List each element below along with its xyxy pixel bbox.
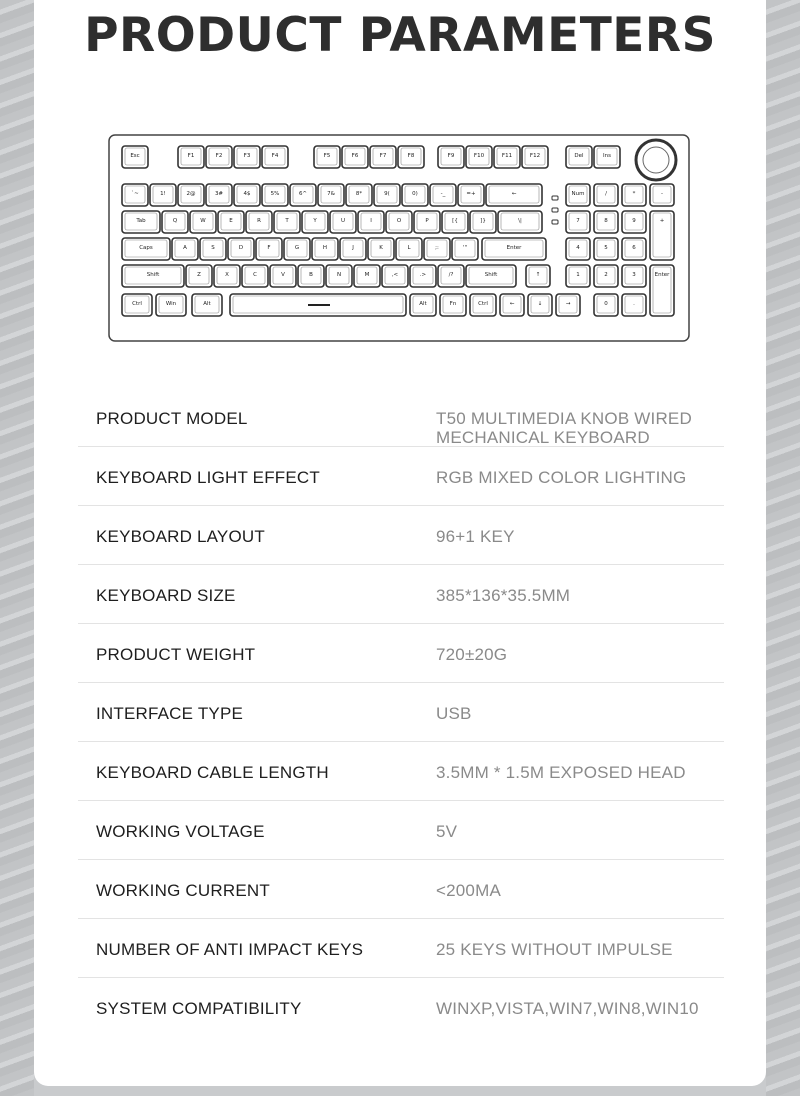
keyboard-key [270, 265, 296, 287]
parameter-label: NUMBER OF ANTI IMPACT KEYS [96, 940, 364, 959]
keyboard-key [430, 184, 456, 206]
keyboard-key [122, 238, 170, 260]
key-legend: Ctrl [132, 301, 142, 307]
keyboard-key [214, 265, 240, 287]
key-legend: Tab [136, 218, 146, 224]
parameter-row [78, 683, 724, 742]
keyboard-key [274, 211, 300, 233]
keyboard-key [470, 294, 496, 316]
parameter-value: 96+1 KEY [436, 527, 515, 546]
background-marble-left [0, 0, 34, 1096]
key-legend: ↑ [535, 272, 541, 278]
key-legend: Shift [146, 272, 160, 278]
key-legend: ← [511, 191, 517, 197]
keyboard-key [438, 146, 464, 168]
key-legend: . [633, 301, 635, 307]
keyboard-key [594, 294, 618, 316]
parameter-value: USB [436, 704, 472, 723]
key-legend: F1 [187, 153, 195, 159]
parameter-value: WINXP,VISTA,WIN7,WIN8,WIN10 [436, 999, 699, 1018]
parameter-value: 3.5MM * 1.5M EXPOSED HEAD [436, 763, 686, 782]
keyboard-key [178, 184, 204, 206]
parameter-row [78, 447, 724, 506]
keyboard-key [122, 184, 148, 206]
key-legend: G [294, 245, 300, 251]
key-legend: Esc [130, 153, 140, 159]
keyboard-key [206, 146, 232, 168]
key-legend: J [352, 245, 354, 251]
parameter-label: KEYBOARD SIZE [96, 586, 236, 605]
keyboard-key [594, 184, 618, 206]
key-legend: Z [197, 272, 201, 278]
key-legend: 9 [632, 218, 636, 224]
keyboard-key [326, 265, 352, 287]
keyboard-key [650, 211, 674, 260]
keyboard-key [246, 211, 272, 233]
keyboard-key [200, 238, 226, 260]
keyboard-key [242, 265, 268, 287]
parameter-row [78, 742, 724, 801]
parameter-value: RGB MIXED COLOR LIGHTING [436, 468, 687, 487]
key-legend: W [200, 218, 206, 224]
parameter-label: WORKING VOLTAGE [96, 822, 265, 841]
keyboard-key [466, 146, 492, 168]
key-legend: V [281, 272, 285, 278]
keyboard-key [318, 184, 344, 206]
keyboard-key [650, 184, 674, 206]
keyboard-key [284, 238, 310, 260]
parameters-table [78, 388, 724, 1036]
parameter-label: KEYBOARD LAYOUT [96, 527, 265, 546]
key-legend: 3 [632, 272, 636, 278]
key-legend: O [396, 218, 402, 224]
keyboard-key [498, 211, 542, 233]
keyboard-key [358, 211, 384, 233]
key-legend: Caps [139, 245, 153, 251]
parameter-row [78, 860, 724, 919]
keyboard-key [622, 184, 646, 206]
keyboard-key [386, 211, 412, 233]
parameter-label: INTERFACE TYPE [96, 704, 244, 723]
key-legend: - [661, 191, 663, 197]
background-marble-right [766, 0, 800, 1096]
keyboard-key [190, 211, 216, 233]
parameter-value: 5V [436, 822, 458, 841]
parameter-value: 720±20G [436, 645, 508, 664]
key-legend: 3# [214, 191, 224, 197]
keyboard-key [522, 146, 548, 168]
keyboard-key [622, 211, 646, 233]
keyboard-key [172, 238, 198, 260]
parameter-row [78, 801, 724, 860]
key-legend: N [336, 272, 342, 278]
parameter-label: WORKING CURRENT [96, 881, 270, 900]
key-legend: Q [172, 218, 178, 224]
keyboard-key [566, 238, 590, 260]
key-legend: /? [448, 272, 454, 278]
key-legend: * [632, 191, 636, 197]
key-legend: 9( [384, 191, 390, 197]
keyboard-key [482, 238, 546, 260]
key-legend: / [605, 191, 607, 197]
key-legend: 2@ [186, 191, 196, 197]
keyboard-key [414, 211, 440, 233]
key-legend: C [253, 272, 257, 278]
key-legend: D [238, 245, 244, 251]
key-legend: 4 [576, 245, 580, 251]
key-legend: X [225, 272, 229, 278]
key-legend: Enter [506, 245, 522, 251]
key-legend: ← [509, 301, 515, 307]
key-legend: ;: [435, 245, 439, 251]
key-legend: Del [574, 153, 584, 159]
keyboard-key [192, 294, 222, 316]
keyboard-key [494, 146, 520, 168]
parameter-value: T50 MULTIMEDIA KNOB WIRED MECHANICAL KEYBOARD [436, 409, 692, 447]
key-legend: ]} [480, 218, 486, 224]
key-legend: F4 [271, 153, 279, 159]
keyboard-key [594, 265, 618, 287]
keyboard-key [594, 238, 618, 260]
keyboard-key [528, 294, 552, 316]
key-legend: M [364, 272, 370, 278]
keyboard-key [424, 238, 450, 260]
keyboard-key [594, 146, 620, 168]
parameter-row [78, 624, 724, 683]
key-legend: F3 [243, 153, 251, 159]
keyboard-drawing [108, 134, 690, 342]
keyboard-key [458, 184, 484, 206]
keyboard-key [346, 184, 372, 206]
key-legend: F12 [529, 153, 541, 159]
keyboard-key [442, 211, 468, 233]
parameter-value: 385*136*35.5MM [436, 586, 571, 605]
keyboard-key [650, 265, 674, 316]
keyboard-key [298, 265, 324, 287]
key-legend: F7 [379, 153, 387, 159]
parameter-row [78, 978, 724, 1036]
key-legend: U [340, 218, 346, 224]
key-legend: 7 [576, 218, 580, 224]
keyboard-key [314, 146, 340, 168]
keyboard-key [234, 184, 260, 206]
key-legend: [{ [452, 218, 458, 224]
key-legend: F5 [323, 153, 331, 159]
key-legend: 5% [270, 191, 280, 197]
volume-knob-inner [643, 147, 669, 173]
key-legend: Win [165, 301, 177, 307]
key-legend: 8 [604, 218, 608, 224]
key-legend: 6 [632, 245, 636, 251]
keyboard-key [122, 265, 184, 287]
parameter-row [78, 919, 724, 978]
key-legend: Y [313, 218, 317, 224]
keyboard-key [622, 265, 646, 287]
key-legend: 0) [412, 191, 418, 197]
keyboard-key [342, 146, 368, 168]
parameter-value: <200MA [436, 881, 501, 900]
key-legend: Enter [654, 272, 670, 278]
key-legend: B [309, 272, 313, 278]
key-legend: .> [419, 272, 427, 278]
keyboard-key [370, 146, 396, 168]
keyboard-key [566, 265, 590, 287]
key-legend: Ins [603, 153, 611, 159]
key-legend: H [322, 245, 328, 251]
keyboard-key [470, 211, 496, 233]
key-legend: \| [518, 218, 522, 224]
keyboard-key [186, 265, 212, 287]
key-legend: -_ [440, 191, 446, 197]
keyboard-key [312, 238, 338, 260]
key-legend: F11 [501, 153, 513, 159]
key-legend: F6 [351, 153, 359, 159]
key-legend: → [565, 301, 571, 307]
parameter-label: PRODUCT WEIGHT [96, 645, 256, 664]
key-legend: 8* [355, 191, 363, 197]
key-legend: Shift [484, 272, 498, 278]
key-legend: Ctrl [478, 301, 488, 307]
keyboard-key [162, 211, 188, 233]
keyboard-key [452, 238, 478, 260]
keyboard-key [302, 211, 328, 233]
parameter-label: PRODUCT MODEL [96, 409, 248, 428]
parameter-label: SYSTEM COMPATIBILITY [96, 999, 302, 1018]
keyboard-key [410, 265, 436, 287]
key-legend: =+ [466, 191, 476, 197]
key-legend: 1 [576, 272, 580, 278]
page-title: PRODUCT PARAMETERS [84, 8, 716, 63]
key-legend: 6^ [298, 191, 308, 197]
parameter-row [78, 565, 724, 624]
keyboard-key [622, 294, 646, 316]
key-legend: F2 [215, 153, 223, 159]
keyboard-key [234, 146, 260, 168]
keyboard-key [410, 294, 436, 316]
key-legend: `~ [131, 191, 139, 197]
keyboard-key [354, 265, 380, 287]
keyboard-key [566, 184, 590, 206]
key-legend: F10 [473, 153, 485, 159]
key-legend: 2 [604, 272, 608, 278]
key-legend: R [257, 218, 261, 224]
key-legend: Alt [419, 301, 427, 307]
keyboard-key [330, 211, 356, 233]
key-legend: A [183, 245, 187, 251]
keyboard-key [466, 265, 516, 287]
keyboard-key [556, 294, 580, 316]
key-legend: 1! [160, 191, 166, 197]
keyboard-key [262, 146, 288, 168]
key-legend: I [370, 218, 372, 224]
parameter-label: KEYBOARD LIGHT EFFECT [96, 468, 320, 487]
key-legend: '" [462, 245, 468, 251]
key-legend: S [211, 245, 215, 251]
keyboard-key [438, 265, 464, 287]
keyboard-key [368, 238, 394, 260]
parameter-value: 25 KEYS WITHOUT IMPULSE [436, 940, 673, 959]
key-legend: F8 [407, 153, 415, 159]
key-legend: K [379, 245, 383, 251]
keyboard-key [122, 146, 148, 168]
key-legend: E [229, 218, 233, 224]
keyboard-key [440, 294, 466, 316]
keyboard-key [256, 238, 282, 260]
keyboard-key [526, 265, 550, 287]
keyboard-illustration [108, 134, 690, 342]
keyboard-key [218, 211, 244, 233]
key-legend: + [659, 218, 665, 224]
keyboard-key [228, 238, 254, 260]
keyboard-key [262, 184, 288, 206]
keyboard-key [396, 238, 422, 260]
keyboard-key [486, 184, 542, 206]
spacebar-mark [308, 304, 330, 306]
keyboard-key [156, 294, 186, 316]
key-legend: F [267, 245, 271, 251]
keyboard-key [374, 184, 400, 206]
keyboard-key [206, 184, 232, 206]
parameter-label: KEYBOARD CABLE LENGTH [96, 763, 329, 782]
keyboard-key [402, 184, 428, 206]
key-legend: T [285, 218, 289, 224]
key-legend: Alt [203, 301, 211, 307]
keyboard-key [382, 265, 408, 287]
keyboard-key [340, 238, 366, 260]
key-legend: ,< [391, 272, 399, 278]
keyboard-key [178, 146, 204, 168]
keyboard-key [122, 294, 152, 316]
key-legend: F9 [447, 153, 455, 159]
key-legend: Num [571, 191, 585, 197]
key-legend: 4$ [243, 191, 251, 197]
keyboard-key [622, 238, 646, 260]
keyboard-key [122, 211, 160, 233]
key-legend: P [425, 218, 429, 224]
parameter-row [78, 388, 724, 447]
key-legend: Fn [449, 301, 457, 307]
key-legend: 0 [604, 301, 608, 307]
keyboard-key [398, 146, 424, 168]
key-legend: L [407, 245, 411, 251]
keyboard-key [594, 211, 618, 233]
key-legend: 7& [327, 191, 335, 197]
keyboard-key [500, 294, 524, 316]
keyboard-key [290, 184, 316, 206]
keyboard-key [566, 146, 592, 168]
key-legend: 5 [604, 245, 608, 251]
keyboard-key [566, 211, 590, 233]
key-legend: ↓ [537, 301, 543, 307]
keyboard-key [150, 184, 176, 206]
parameter-row [78, 506, 724, 565]
